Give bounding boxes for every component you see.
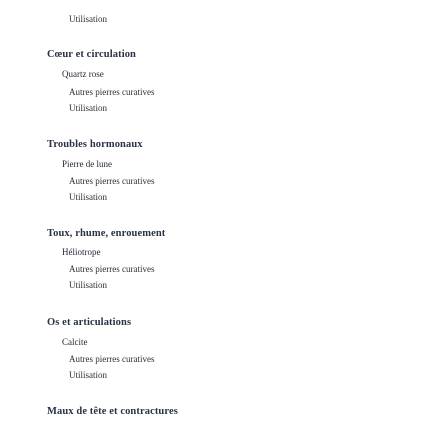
- toc-item-autres-pierres: Autres pierres curatives: [69, 176, 155, 186]
- section-title-troubles-hormonaux: Troubles hormonaux: [47, 139, 143, 150]
- toc-item-utilisation: Utilisation: [69, 103, 107, 113]
- toc-item-autres-pierres: Autres pierres curatives: [69, 354, 155, 364]
- toc-item-utilisation-top: Utilisation: [69, 14, 107, 24]
- section-title-coeur-circulation: Cœur et circulation: [47, 49, 137, 60]
- stone-calcite: Calcite: [62, 337, 88, 347]
- section-title-os-articulations: Os et articulations: [47, 317, 132, 328]
- toc-item-utilisation: Utilisation: [69, 280, 107, 290]
- toc-item-utilisation: Utilisation: [69, 370, 107, 380]
- stone-heliotrope: Héliotrope: [62, 247, 101, 257]
- stone-pierre-de-lune: Pierre de lune: [62, 159, 112, 169]
- toc-item-autres-pierres: Autres pierres curatives: [69, 264, 155, 274]
- toc-item-utilisation: Utilisation: [69, 192, 107, 202]
- section-title-maux-de-tete: Maux de tête et contractures: [47, 406, 178, 417]
- toc-item-autres-pierres: Autres pierres curatives: [69, 87, 155, 97]
- section-title-toux-rhume: Toux, rhume, enrouement: [47, 228, 166, 239]
- stone-quartz-rose: Quartz rose: [62, 69, 104, 79]
